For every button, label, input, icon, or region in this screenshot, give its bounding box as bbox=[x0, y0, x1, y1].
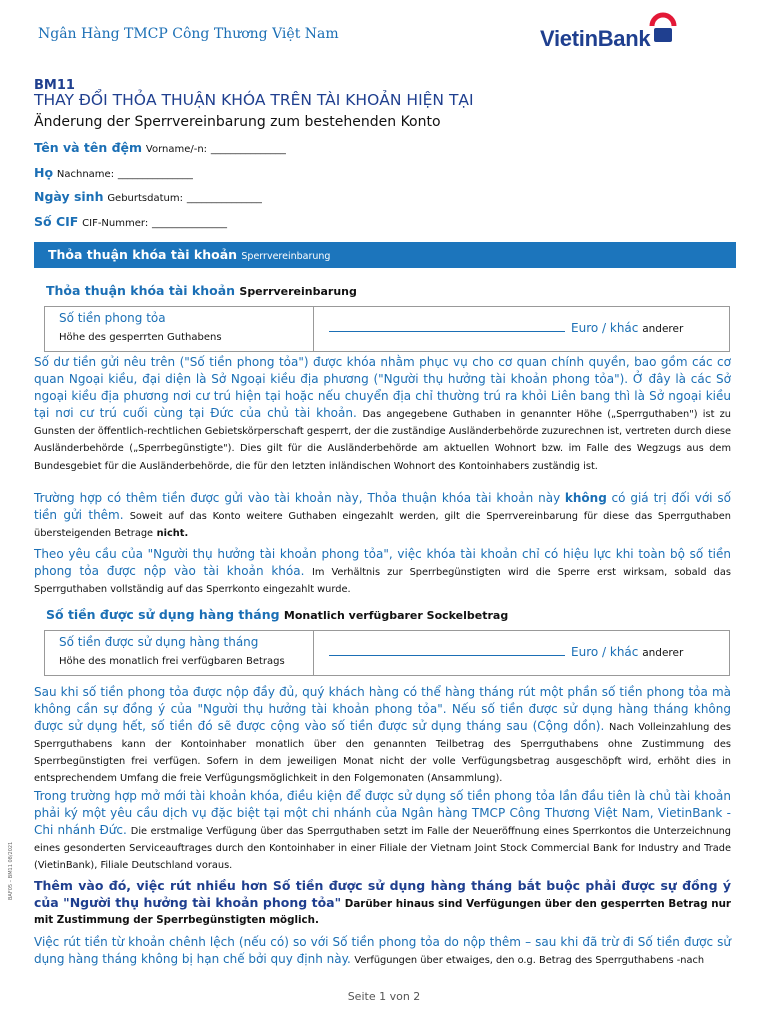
box-label-vn: Số tiền phong tỏa bbox=[59, 311, 166, 325]
field-cif bbox=[34, 214, 227, 229]
bank-name: Ngân Hàng TMCP Công Thương Việt Nam bbox=[38, 26, 339, 42]
field-label-vn: Số CIF bbox=[34, 214, 79, 229]
vietinbank-logo bbox=[540, 12, 730, 52]
field-first-name bbox=[34, 140, 286, 155]
block1-heading: Thỏa thuận khóa tài khoản Sperrvereinbarung bbox=[46, 283, 357, 298]
field-blank[interactable]: _______________ bbox=[210, 144, 286, 155]
box-label-de: Höhe des monatlich frei verfügbaren Betrags bbox=[59, 656, 285, 667]
page-title: THAY ĐỔI THỎA THUẬN KHÓA TRÊN TÀI KHOẢN HIỆN TẠI bbox=[34, 91, 474, 109]
page-number: Seite 1 von 2 bbox=[347, 990, 421, 1003]
monthly-amount-box bbox=[44, 630, 730, 676]
field-label-de: Vorname/-n: bbox=[145, 144, 208, 155]
logo-mark-icon bbox=[648, 12, 678, 46]
field-label-de: Nachname: bbox=[56, 169, 115, 180]
monthly-amount-input[interactable] bbox=[329, 655, 565, 656]
paragraph-monthly-withdrawal: Sau khi số tiền phong tỏa được nộp đầy đủ, quý khách hàng có thể hàng tháng rút một phần số tiền phong tỏa mà không cần sự đồng ý của "Người thụ hưởng tài khoản phong tỏa". Nếu số tiền được sử dụng hàng tháng không được sử dụng hết, số tiền đó sẽ được cộng vào số tiền được sử dụng tháng sau (Cộng dồn). Nach Volleinzahlung des Sperrguthabens kann der Kontoinhaber monatlich über den genannten Teilbetrag des Sperrguthabens ohne Zustimmung des Sperrbegünstigten frei verfügen. Sofern in dem jeweiligen Monat nicht der volle Verfügungsbetrag ausgeschöpft wird, erhöht dies in entsprechendem Umfang die freie Verfügungsmöglichkeit in den Folgemonaten (Ansammlung). bbox=[34, 685, 731, 785]
blocked-amount-input[interactable] bbox=[329, 331, 565, 332]
field-blank[interactable]: _______________ bbox=[152, 218, 228, 229]
field-label-de: Geburtsdatum: bbox=[107, 193, 183, 204]
form-code: BM11 bbox=[34, 78, 75, 93]
paragraph-additional-deposits: Trường hợp có thêm tiền được gửi vào tài khoản này, Thỏa thuận khóa tài khoản này không có giá trị đối với số tiền gửi thêm. Soweit auf das Konto weitere Guthaben eingezahlt werden, gilt die Sperrvereinbarung für diese das Sperrguthaben übersteigenden Betrage nicht. bbox=[34, 491, 732, 540]
box-label-de: Höhe des gesperrten Guthabens bbox=[59, 332, 222, 343]
paragraph-consent-required: Thêm vào đó, việc rút nhiều hơn Số tiền được sử dụng hàng tháng bắt buộc phải được sự đồng ý của "Người thụ hưởng tài khoản phong tỏa" Darüber hinaus sind Verfügungen über den gesperrten Betrag nur mit Zustimmung der Sperrbegünstigten möglich. bbox=[34, 878, 731, 927]
blocked-amount-box bbox=[44, 306, 730, 352]
field-label-vn: Họ bbox=[34, 165, 54, 180]
box-divider bbox=[313, 631, 314, 675]
currency-label: Euro / khác anderer bbox=[571, 645, 684, 659]
box-divider bbox=[313, 307, 314, 351]
field-birth-date bbox=[34, 189, 262, 204]
section-band bbox=[34, 242, 736, 268]
logo-text: VietinBank bbox=[540, 26, 651, 51]
field-blank[interactable]: _______________ bbox=[117, 169, 193, 180]
block2-heading: Số tiền được sử dụng hàng tháng Monatlich verfügbarer Sockelbetrag bbox=[46, 607, 509, 622]
currency-label: Euro / khác anderer bbox=[571, 321, 684, 335]
box-label-vn: Số tiền được sử dụng hàng tháng bbox=[59, 635, 259, 649]
field-label-vn: Ngày sinh bbox=[34, 189, 104, 204]
paragraph-blocking-purpose: Số dư tiền gửi nêu trên ("Số tiền phong tỏa") được khóa nhằm phục vụ cho cơ quan chính quyền, bao gồm các cơ quan Ngoại kiều, đại diện là Sở Ngoại kiều địa phương ("Người thụ hưởng tài khoản phong tỏa"). Ở đây là các Sở ngoại kiều địa phương nơi cư trú hiện tại hoặc nếu chuyển địa chỉ thường trú ra khỏi Liên bang thì là Sở ngoại kiều tại nơi cư trú cuối cùng tại Đức của chủ tài khoản. Das angegebene Guthaben in genannter Höhe („Sperrguthaben") ist zu Gunsten der öffentlich-rechtlichen Gebietskörperschaft gesperrt, der die zuständige Ausländerbehörde zuzurechnen ist, vertreten durch diese Ausländerbehörde („Sperrbegünstigte"). Dies gilt für die Ausländerbehörde am aktuellen Wohnort bzw. im Falle des Wegzugs aus dem Bundesgebiet für die Ausländerbehörde, die für den letzten inländischen Wohnort des Kontoinhabers zuständig ist. bbox=[34, 355, 731, 472]
field-blank[interactable]: _______________ bbox=[186, 193, 262, 204]
paragraph-excess-withdrawal: Việc rút tiền từ khoản chênh lệch (nếu có) so với Số tiền phong tỏa do nộp thêm – sau khi đã trừ đi Số tiền được sử dụng hàng tháng không bị hạn chế bởi quy định này. Verfügungen über etwaiges, den o.g. Betrag des Sperrguthabens -nach bbox=[34, 935, 731, 967]
page-subtitle: Änderung der Sperrvereinbarung zum bestehenden Konto bbox=[34, 114, 441, 130]
paragraph-first-use: Trong trường hợp mở mới tài khoản khóa, điều kiện để được sử dụng số tiền phong tỏa lần đầu tiên là chủ tài khoản phải ký một yêu cầu dịch vụ đặc biệt tại một chi nhánh của Ngân hàng TMCP Công Thương Việt Nam, VietinBank - Chi nhánh Đức. Die erstmalige Verfügung über das Sperrguthaben setzt im Falle der Neueröffnung eines Sperrkontos die Unterzeichnung eines gesonderten Serviceauftrages durch den Kontoinhaber in einer Filiale der Vietnam Joint Stock Commercial Bank for Industry and Trade (VietinBank), Filiale Deutschland voraus. bbox=[34, 789, 731, 872]
paragraph-effectiveness: Theo yêu cầu của "Người thụ hưởng tài khoản phong tỏa", việc khóa tài khoản chỉ có hiệu lực khi toàn bộ số tiền phong tỏa được nộp vào tài khoản khóa. Im Verhältnis zur Sperrbegünstigten wird die Sperre erst wirksam, sobald das Sperrguthaben vollständig auf das Sperrkonto eingezahlt wurde. bbox=[34, 547, 731, 596]
field-label-de: CIF-Nummer: bbox=[82, 218, 149, 229]
side-form-code: BAF05 – BM11 08/2021 bbox=[8, 841, 14, 900]
field-last-name bbox=[34, 165, 193, 180]
section-band-title: Thỏa thuận khóa tài khoản Sperrvereinbarung bbox=[48, 247, 331, 262]
field-label-vn: Tên và tên đệm bbox=[34, 140, 143, 155]
